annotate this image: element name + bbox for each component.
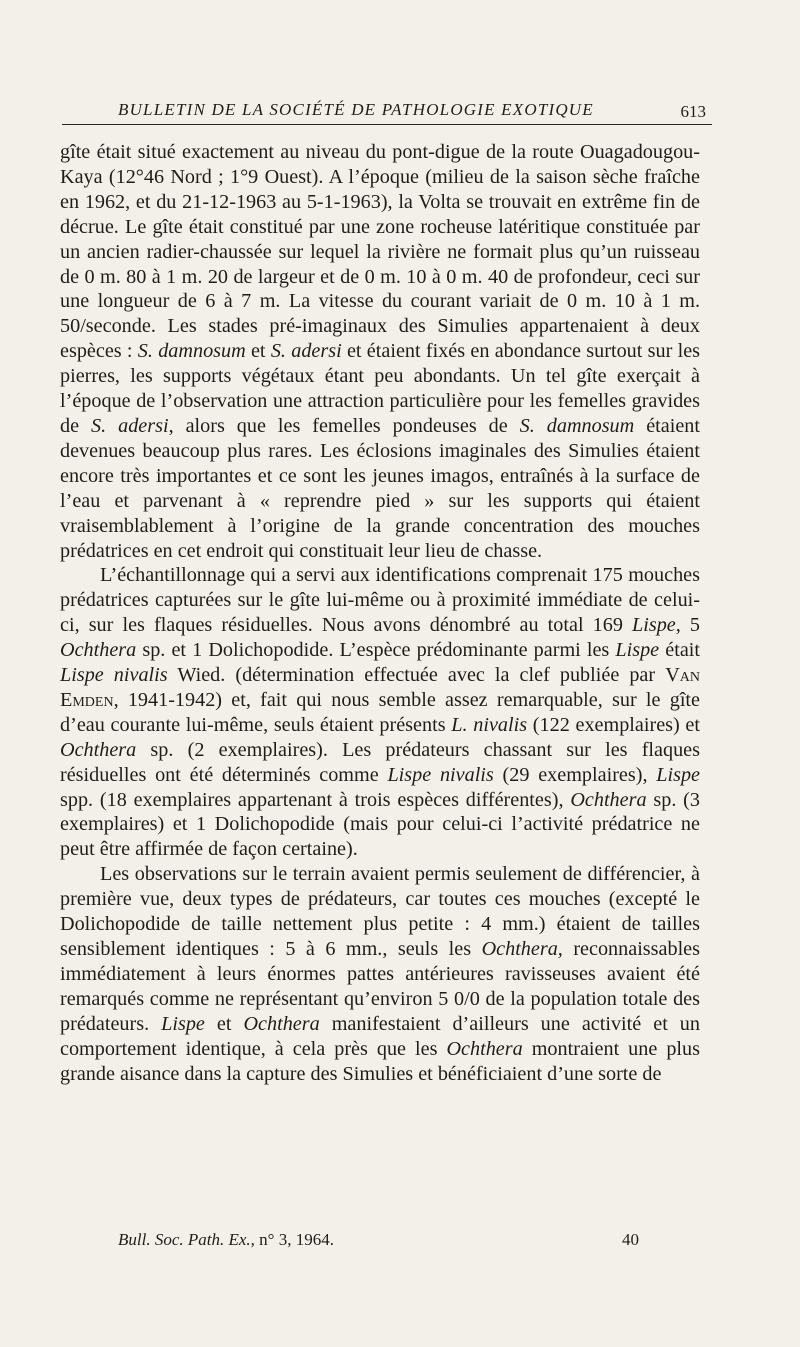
genus-name: Lispe — [161, 1012, 205, 1035]
text-run: 5 — [680, 614, 700, 637]
text-run: et — [245, 340, 271, 363]
text-run: , alors que les femelles pondeuses de — [168, 414, 520, 437]
text-run: reconnaissables immédiatement à leurs énormes pattes antérieures ravisseuses avaient été remarqués comme ne représentant qu’environ 5 0/0 de la population totale des prédateurs. — [60, 938, 701, 1035]
paragraph-3 — [60, 862, 700, 1086]
article-body — [60, 140, 700, 1086]
text-run: spp. (18 exemplaires appartenant à trois espèces différentes), — [60, 788, 571, 811]
text-run: sp. (2 exemplaires). Les prédateurs chassant sur les flaques résiduelles ont été déterminés comme — [60, 738, 700, 786]
paragraph-1 — [60, 140, 700, 563]
running-header — [62, 96, 712, 126]
genus-name: Ochthera — [60, 639, 137, 662]
text-run: , 1941-1942) et, fait qui nous semble assez remarquable, sur le gîte d’eau courante lui-même, seuls étaient présents — [60, 688, 700, 736]
species-name: Lispe nivalis — [387, 763, 494, 786]
species-name: S. damnosum — [137, 340, 246, 363]
header-rule — [62, 124, 712, 125]
text-run: manifestaient d’ailleurs une activité et un comportement identique, à cela près que les — [60, 1012, 700, 1060]
text-run: L’échantillonnage qui a servi aux identifications comprenait 175 mouches prédatrices capturées sur le gîte lui-même ou à proximité immédiate de celui-ci, sur les flaques résiduelles. Nous avons dénombré au total 169 — [60, 564, 700, 637]
text-run: gîte était situé exactement au niveau du pont-digue de la route Ouagadougou-Kaya (12°46 Nord ; 1°9 Ouest). A l’époque (milieu de la saison sèche fraîche en 1962, et du 21-12-1963 au 5-1-1963), la Volta se trouvait en extrême fin de décrue. Le gîte était constitué par une zone rocheuse latéritique constituée par un ancien radier-chaussée sur lequel la rivière ne formait plus qu’un ruisseau de 0 m. 80 à 1 m. 20 de largeur et de 0 m. 10 à 0 m. 40 de profondeur, ceci sur une longueur de 6 à 7 m. La vitesse du courant variait de 0 m. 10 à 1 m. 50/seconde. Les stades pré-imaginaux des Simulies appartenaient à deux espèces : — [60, 141, 700, 363]
genus-name: Ochthera — [60, 738, 137, 761]
genus-name: Ochthera — [243, 1012, 320, 1035]
author-name: Van Emden — [60, 664, 700, 711]
page-footer — [0, 1230, 800, 1260]
genus-name: Ochthera — [446, 1037, 523, 1060]
text-run: sp. et 1 Dolichopodide. L’espèce prédominante parmi les — [136, 639, 616, 662]
signature-number: 40 — [622, 1230, 639, 1249]
text-run: était — [659, 639, 700, 662]
page-number: 613 — [680, 102, 706, 121]
citation-abbrev: Bull. Soc. Path. Ex., — [118, 1230, 255, 1249]
text-run: (122 exemplaires) et — [527, 713, 701, 736]
text-run: montraient une plus grande aisance dans la capture des Simulies et bénéficiaient d’une sorte de — [60, 1037, 700, 1085]
text-run: étaient devenues beaucoup plus rares. Les éclosions imaginales des Simulies étaient encore très importantes et ce sont les jeunes imagos, entraînés à la surface de l’eau et parvenant à « reprendre pied » sur les supports qui étaient vraisemblablement à l’origine de la grande concentration des mouches prédatrices en cet endroit qui constituait leur lieu de chasse. — [60, 414, 700, 562]
journal-title: BULLETIN DE LA SOCIÉTÉ DE PATHOLOGIE EXOTIQUE — [118, 100, 594, 119]
journal-citation — [118, 1230, 334, 1250]
genus-name: Ochthera, — [481, 938, 563, 960]
species-name: S. damnosum — [519, 414, 635, 437]
genus-name: Ochthera — [570, 788, 647, 811]
genus-name: Lispe, — [632, 614, 681, 637]
text-run: Wied. (détermination effectuée avec la clef publiée par — [167, 664, 666, 687]
species-name: Lispe nivalis — [60, 664, 168, 687]
genus-name: Lispe — [615, 639, 660, 662]
species-name: S. adersi — [270, 340, 342, 363]
text-run: et — [204, 1012, 244, 1035]
species-name: S. adersi — [91, 414, 169, 437]
text-run: Les observations sur le terrain avaient permis seulement de différencier, à première vue, deux types de prédateurs, car toutes ces mouches (excepté le Dolichopodide de taille nettement plus petite : 4 mm.) étaient de tailles sensiblement identiques : 5 à 6 mm., seuls les — [60, 863, 700, 960]
paragraph-2 — [60, 563, 700, 862]
text-run: et étaient fixés en abondance surtout sur les pierres, les supports végétaux étant peu abondants. Un tel gîte exerçait à l’époque de l’observation une attraction particulière pour les femelles gravides de — [60, 340, 701, 437]
issue-number: n° 3, 1964. — [259, 1230, 334, 1249]
text-run: (29 exemplaires), — [493, 763, 657, 786]
species-name: L. nivalis — [451, 713, 528, 736]
text-run: sp. (3 exemplaires) et 1 Dolichopodide (mais pour celui-ci l’activité prédatrice ne peut être affirmée de façon certaine). — [60, 788, 700, 861]
genus-name: Lispe — [656, 763, 701, 786]
